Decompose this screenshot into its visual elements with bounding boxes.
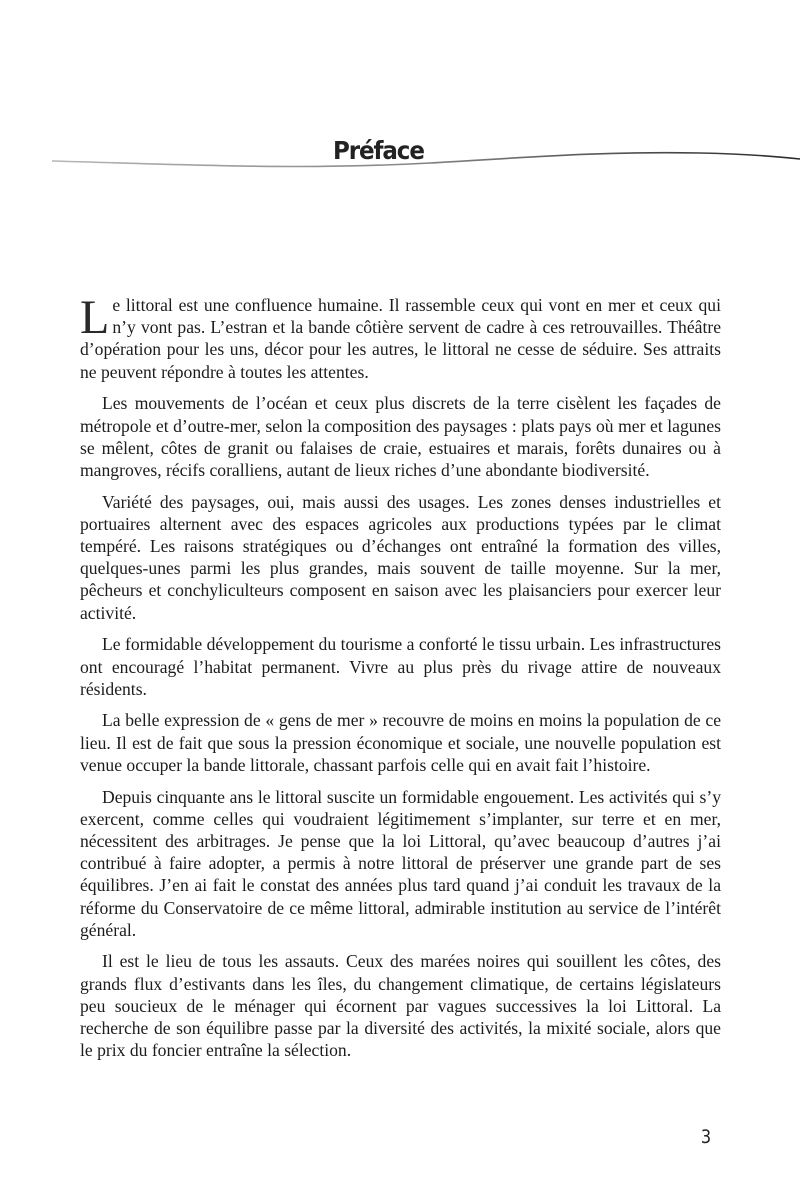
paragraph: Le formidable développement du tourisme a conforté le tissu urbain. Les infrastructures ont encouragé l’habitat permanent. Vivre au plus près du rivage attire de nouveaux résidents.: [80, 634, 721, 699]
page-title: Préface: [333, 136, 424, 165]
dropcap: L: [80, 291, 110, 344]
page-number: 3: [700, 1126, 712, 1148]
paragraph: Les mouvements de l’océan et ceux plus discrets de la terre cisèlent les façades de métropole et d’outre-mer, selon la composition des paysages : plats pays où mer et lagunes se mêlent, côtes de granit ou falaises de craie, estuaires et marais, forêts dunaires ou à mangroves, récifs coralliens, autant de lieux riches d’une abondante biodiversité.: [80, 393, 721, 480]
preface-body: [80, 291, 721, 1071]
title-header: [0, 130, 800, 180]
paragraph: Variété des paysages, oui, mais aussi des usages. Les zones denses industrielles et portuaires alternent avec des espaces agricoles aux productions typées par le climat tempéré. Les raisons stratégiques ou d’échanges ont entraîné la formation des villes, quelques-unes parmi les plus grandes, mais souvent de taille moyenne. Sur la mer, pêcheurs et conchyliculteurs composent en saison avec les plaisanciers pour exercer leur activité.: [80, 491, 721, 623]
paragraph: Le littoral est une confluence humaine. Il rassemble ceux qui vont en mer et ceux qui n’y vont pas. L’estran et la bande côtière servent de cadre à ces retrouvailles. Théâtre d’opération pour les uns, décor pour les autres, le littoral ne cesse de séduire. Ses attraits ne peuvent répondre à toutes les attentes.: [80, 291, 721, 382]
paragraph: Il est le lieu de tous les assauts. Ceux des marées noires qui souillent les côtes, des grands flux d’estivants dans les îles, du changement climatique, de certains législateurs peu soucieux de le ménager qui écornent par vagues successives la loi Littoral. La recherche de son équilibre passe par la diversité des activités, la mixité sociale, alors que le prix du foncier entraîne la sélection.: [80, 951, 721, 1061]
paragraph: Depuis cinquante ans le littoral suscite un formidable engouement. Les activités qui s’y exercent, comme celles qui voudraient légitimement s’implanter, sur terre et en mer, nécessitent des arbitrages. Je pense que la loi Littoral, qu’avec beaucoup d’autres j’ai contribué à faire adopter, a permis à notre littoral de préserver une grande part de ses équilibres. J’en ai fait le constat des années plus tard quand j’ai conduit les travaux de la réforme du Conservatoire de ce même littoral, admirable institution au service de l’intérêt général.: [80, 786, 721, 940]
paragraph: La belle expression de « gens de mer » recouvre de moins en moins la population de ce lieu. Il est de fait que sous la pression économique et sociale, une nouvelle population est venue occuper la bande littorale, chassant parfois celle qui en avait fait l’histoire.: [80, 710, 721, 775]
